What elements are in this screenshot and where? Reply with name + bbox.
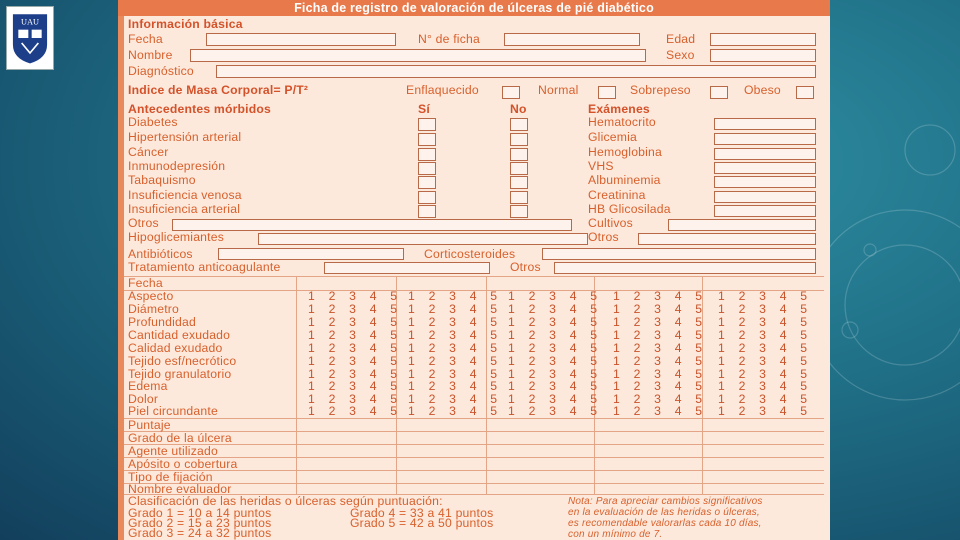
score-scale[interactable]: 1 2 3 4 5 [408, 404, 503, 418]
table-row-label: Dolor [128, 392, 159, 406]
si-checkbox[interactable] [418, 191, 436, 204]
imc-checkbox-normal[interactable] [598, 86, 616, 99]
exam-item: Hemoglobina [588, 145, 663, 159]
score-scale[interactable]: 1 2 3 4 5 [718, 315, 813, 329]
edad-label: Edad [666, 32, 696, 46]
no-header: No [510, 102, 527, 116]
score-scale[interactable]: 1 2 3 4 5 [508, 302, 603, 316]
classification-title: Clasificación de las heridas o úlceras según puntuación: [128, 494, 443, 508]
antibioticos-label: Antibióticos [128, 247, 193, 261]
sexo-field[interactable] [710, 49, 816, 62]
score-scale[interactable]: 1 2 3 4 5 [613, 289, 708, 303]
score-scale[interactable]: 1 2 3 4 5 [308, 315, 403, 329]
si-checkbox[interactable] [418, 162, 436, 175]
score-scale[interactable]: 1 2 3 4 5 [718, 328, 813, 342]
table-row-label: Agente utilizado [128, 444, 218, 458]
score-scale[interactable]: 1 2 3 4 5 [718, 341, 813, 355]
exam-item: Hematocrito [588, 115, 656, 129]
diagnostico-label: Diagnóstico [128, 64, 194, 78]
table-row-label: Calidad exudado [128, 341, 223, 355]
diagnostico-field[interactable] [216, 65, 816, 78]
exam-item: Glicemia [588, 130, 638, 144]
score-scale[interactable]: 1 2 3 4 5 [718, 404, 813, 418]
score-scale[interactable]: 1 2 3 4 5 [508, 315, 603, 329]
no-checkbox[interactable] [510, 176, 528, 189]
score-scale[interactable]: 1 2 3 4 5 [613, 392, 708, 406]
exam-item: VHS [588, 159, 614, 173]
score-scale[interactable]: 1 2 3 4 5 [408, 302, 503, 316]
score-scale[interactable]: 1 2 3 4 5 [508, 341, 603, 355]
morbid-item: Inmunodepresión [128, 159, 226, 173]
score-scale[interactable]: 1 2 3 4 5 [613, 379, 708, 393]
morbid-item: Hipertensión arterial [128, 130, 242, 144]
no-checkbox[interactable] [510, 148, 528, 161]
form-title: Ficha de registro de valoración de úlceras de pié diabético [294, 1, 654, 15]
svg-text:UAU: UAU [20, 17, 40, 27]
score-scale[interactable]: 1 2 3 4 5 [408, 379, 503, 393]
corticosteroides-label: Corticosteroides [424, 247, 516, 261]
table-row-label: Diámetro [128, 302, 180, 316]
tratamiento-otros-label: Otros [510, 260, 541, 274]
table-column-divider [296, 276, 297, 494]
exam-item: HB Glicosilada [588, 202, 671, 216]
si-checkbox[interactable] [418, 176, 436, 189]
ficha-number-field[interactable] [504, 33, 640, 46]
no-checkbox[interactable] [510, 191, 528, 204]
score-scale[interactable]: 1 2 3 4 5 [308, 354, 403, 368]
score-scale[interactable]: 1 2 3 4 5 [308, 379, 403, 393]
score-scale[interactable]: 1 2 3 4 5 [718, 379, 813, 393]
note-line: con un mínimo de 7. [568, 529, 663, 540]
no-checkbox[interactable] [510, 133, 528, 146]
table-row-label: Grado de la úlcera [128, 431, 232, 445]
tratamiento-otros-field[interactable] [554, 262, 816, 274]
exam-item: Albuminemia [588, 173, 661, 187]
table-line [124, 276, 824, 277]
score-scale[interactable]: 1 2 3 4 5 [308, 289, 403, 303]
score-scale[interactable]: 1 2 3 4 5 [613, 328, 708, 342]
exam-field[interactable] [714, 162, 816, 174]
score-scale[interactable]: 1 2 3 4 5 [308, 328, 403, 342]
score-scale[interactable]: 1 2 3 4 5 [308, 302, 403, 316]
table-row-label: Edema [128, 379, 168, 393]
fecha-label: Fecha [128, 32, 163, 46]
score-scale[interactable]: 1 2 3 4 5 [718, 367, 813, 381]
anticoagulante-label: Tratamiento anticoagulante [128, 260, 281, 274]
si-checkbox[interactable] [418, 133, 436, 146]
table-row-label: Aspecto [128, 289, 174, 303]
score-scale[interactable]: 1 2 3 4 5 [408, 354, 503, 368]
score-scale[interactable]: 1 2 3 4 5 [408, 315, 503, 329]
table-row-label: Cantidad exudado [128, 328, 231, 342]
antibioticos-field[interactable] [218, 248, 404, 260]
score-scale[interactable]: 1 2 3 4 5 [508, 404, 603, 418]
note-line: en la evaluación de las heridas o úlceras, [568, 507, 760, 518]
imc-checkbox-enflaquecido[interactable] [502, 86, 520, 99]
table-row-label: Nombre evaluador [128, 482, 232, 496]
table-row-label: Tejido granulatorio [128, 367, 232, 381]
corticosteroides-field[interactable] [542, 248, 816, 260]
score-scale[interactable]: 1 2 3 4 5 [308, 367, 403, 381]
score-scale[interactable]: 1 2 3 4 5 [718, 289, 813, 303]
grade-1: Grado 1 = 10 a 14 puntos [128, 506, 272, 520]
score-scale[interactable]: 1 2 3 4 5 [613, 354, 708, 368]
table-row-label: Piel circundante [128, 404, 218, 418]
score-scale[interactable]: 1 2 3 4 5 [508, 328, 603, 342]
imc-checkbox-sobrepeso[interactable] [710, 86, 728, 99]
table-row-label: Tipo de fijación [128, 470, 213, 484]
imc-option-0: Enflaquecido [406, 83, 479, 97]
imc-checkbox-obeso[interactable] [796, 86, 814, 99]
hipoglicemiantes-label: Hipoglicemiantes [128, 230, 225, 244]
score-scale[interactable]: 1 2 3 4 5 [613, 302, 708, 316]
table-row-label: Fecha [128, 276, 163, 290]
morbid-item: Diabetes [128, 115, 178, 129]
si-header: Sí [418, 102, 430, 116]
grade-3: Grado 3 = 24 a 32 puntos [128, 526, 272, 540]
score-scale[interactable]: 1 2 3 4 5 [613, 367, 708, 381]
score-scale[interactable]: 1 2 3 4 5 [508, 354, 603, 368]
exam-field[interactable] [714, 191, 816, 203]
score-scale[interactable]: 1 2 3 4 5 [408, 341, 503, 355]
basic-info-header: Información básica [128, 17, 243, 31]
university-logo [6, 6, 54, 70]
nombre-field[interactable] [190, 49, 646, 62]
exam-item: Otros [588, 230, 619, 244]
morbid-otros-label: Otros [128, 216, 159, 230]
sexo-label: Sexo [666, 48, 695, 62]
score-scale[interactable]: 1 2 3 4 5 [613, 404, 708, 418]
table-row-label: Puntaje [128, 418, 171, 432]
imc-option-2: Sobrepeso [630, 83, 691, 97]
exams-header: Exámenes [588, 102, 650, 116]
score-scale[interactable]: 1 2 3 4 5 [308, 392, 403, 406]
score-scale[interactable]: 1 2 3 4 5 [508, 392, 603, 406]
table-row-label: Apósito o cobertura [128, 457, 238, 471]
score-scale[interactable]: 1 2 3 4 5 [308, 341, 403, 355]
morbid-item: Cáncer [128, 145, 169, 159]
diabetic-foot-ulcer-form [118, 0, 830, 540]
exam-field[interactable] [638, 233, 816, 245]
morbid-item: Tabaquismo [128, 173, 196, 187]
si-checkbox[interactable] [418, 205, 436, 218]
exam-field[interactable] [714, 118, 816, 130]
score-scale[interactable]: 1 2 3 4 5 [508, 289, 603, 303]
score-scale[interactable]: 1 2 3 4 5 [408, 289, 503, 303]
no-checkbox[interactable] [510, 118, 528, 131]
score-scale[interactable]: 1 2 3 4 5 [718, 354, 813, 368]
morbid-header: Antecedentes mórbidos [128, 102, 272, 116]
note-line: Nota: Para apreciar cambios significativos [568, 496, 763, 507]
grade-2: Grado 2 = 15 a 23 puntos [128, 516, 272, 530]
score-scale[interactable]: 1 2 3 4 5 [613, 315, 708, 329]
morbid-otros-field[interactable] [172, 219, 572, 231]
si-checkbox[interactable] [418, 118, 436, 131]
imc-label: Indice de Masa Corporal= P/T² [128, 83, 309, 97]
morbid-item: Insuficiencia arterial [128, 202, 241, 216]
nombre-label: Nombre [128, 48, 173, 62]
score-scale[interactable]: 1 2 3 4 5 [408, 392, 503, 406]
imc-option-3: Obeso [744, 83, 781, 97]
exam-field[interactable] [668, 219, 816, 231]
exam-field[interactable] [714, 133, 816, 145]
morbid-item: Insuficiencia venosa [128, 188, 242, 202]
no-checkbox[interactable] [510, 162, 528, 175]
note-line: es recomendable valorarlas cada 10 días, [568, 518, 762, 529]
table-line [124, 418, 824, 419]
table-row-label: Tejido esf/necrótico [128, 354, 237, 368]
score-scale[interactable]: 1 2 3 4 5 [508, 367, 603, 381]
score-scale[interactable]: 1 2 3 4 5 [308, 404, 403, 418]
hipoglicemiantes-field[interactable] [258, 233, 588, 245]
score-scale[interactable]: 1 2 3 4 5 [613, 341, 708, 355]
score-scale[interactable]: 1 2 3 4 5 [408, 328, 503, 342]
edad-field[interactable] [710, 33, 816, 46]
score-scale[interactable]: 1 2 3 4 5 [508, 379, 603, 393]
table-row-label: Profundidad [128, 315, 196, 329]
score-scale[interactable]: 1 2 3 4 5 [718, 392, 813, 406]
no-checkbox[interactable] [510, 205, 528, 218]
fecha-field[interactable] [206, 33, 396, 46]
grade-4: Grado 4 = 33 a 41 puntos [350, 506, 494, 520]
exam-field[interactable] [714, 176, 816, 188]
imc-option-1: Normal [538, 83, 579, 97]
ficha-number-label: N° de ficha [418, 32, 480, 46]
exam-field[interactable] [714, 148, 816, 160]
anticoagulante-field[interactable] [324, 262, 490, 274]
score-scale[interactable]: 1 2 3 4 5 [408, 367, 503, 381]
grade-5: Grado 5 = 42 a 50 puntos [350, 516, 494, 530]
score-scale[interactable]: 1 2 3 4 5 [718, 302, 813, 316]
exam-field[interactable] [714, 205, 816, 217]
exam-item: Creatinina [588, 188, 646, 202]
exam-item: Cultivos [588, 216, 633, 230]
si-checkbox[interactable] [418, 148, 436, 161]
